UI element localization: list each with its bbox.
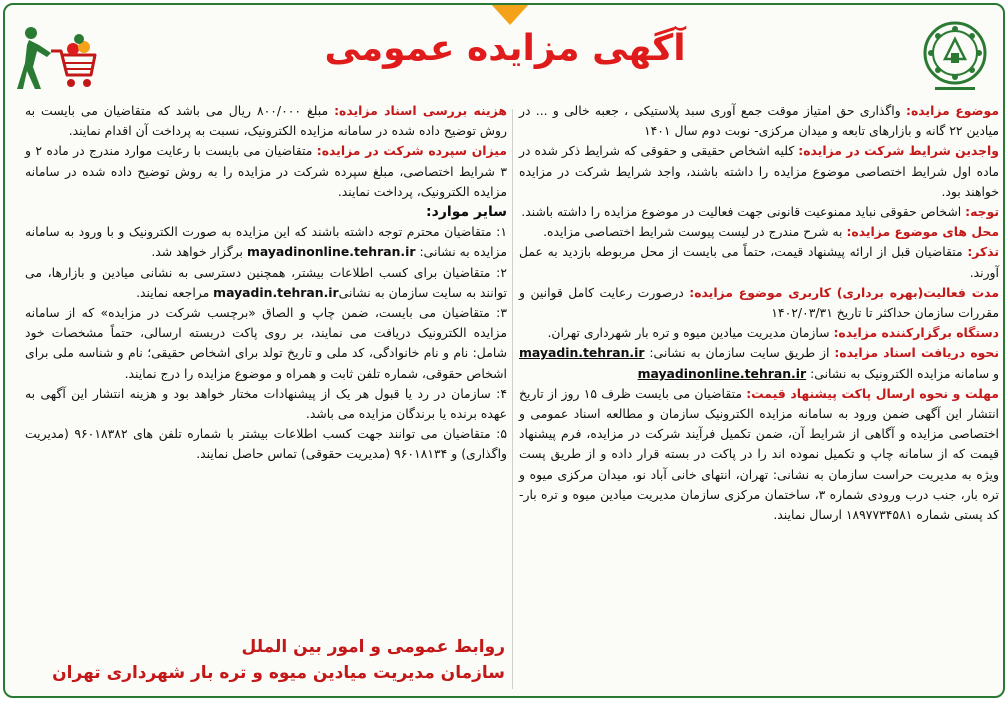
- eligibility-paragraph: واجدین شرایط شرکت در مزایده: کلیه اشخاص حقیقی و حقوقی که شرایط ذکر شده در ماده اول شرایط اختصاصی موضوع مزایده را داشته باشند، واجد شرایط شرکت در مزایده خواهند بود.: [519, 143, 1000, 199]
- list-item: ۵: متقاضیان می توانند جهت کسب اطلاعات بیشتر با شماره تلفن های ۹۶۰۱۸۳۸۲ (مدیریت واگذاری) و ۹۶۰۱۸۱۳۴ (مدیریت حقوقی) تماس حاصل نمایند.: [25, 426, 507, 462]
- subject-paragraph: موضوع مزایده: واگذاری حق امتیاز موقت جمع آوری سبد پلاستیکی ، جعبه خالی و ... در میادین ۲۲ گانه و بازارهای تابعه و میدان مرکزی- نوبت دوم سال ۱۴۰۱: [519, 103, 999, 139]
- footer-public-relations: روابط عمومی و امور بین الملل: [241, 637, 505, 657]
- person-pushing-fruit-cart-icon: [17, 23, 97, 93]
- reminder-paragraph: تذکر: متقاضیان قبل از ارائه پیشنهاد قیمت، حتماً می بایست از محل مربوطه بازدید به عمل آورند.: [519, 244, 999, 280]
- fee-paragraph: هزینه بررسی اسناد مزایده: مبلغ ۸۰۰/۰۰۰ ریال می باشد که متقاضیان می بایست به روش توضیح داده شده در سامانه مزایده الکترونیک، نسبت به پرداخت آن اقدام نمایند.: [25, 103, 507, 139]
- mayadinonline-link[interactable]: mayadinonline.tehran.ir: [246, 244, 416, 260]
- footer-organization: سازمان مدیریت میادین میوه و تره بار شهرداری تهران: [52, 663, 505, 683]
- documents-paragraph: نحوه دریافت اسناد مزایده: از طریق سایت سازمان به نشانی: mayadin.tehran.ir و سامانه مزایده الکترونیک به نشانی: mayadinonline.tehran.ir: [519, 345, 999, 381]
- note-paragraph: توجه: اشخاص حقوقی نباید ممنوعیت قانونی جهت فعالیت در موضوع مزایده را داشته باشند.: [521, 204, 999, 220]
- list-item: ۴: سازمان در رد یا قبول هر یک از پیشنهادات مختار خواهد بود و هزینه انتشار این آگهی به عهده برنده یا برندگان مزایده می باشد.: [25, 385, 507, 422]
- deadline-paragraph: مهلت و نحوه ارسال پاکت پیشنهاد قیمت: متقاضیان می بایست ظرف ۱۵ روز از تاریخ انتشار این آگهی ضمن ورود به سامانه مزایده الکترونیک سازمان و مطالعه اسناد عمومی و اختصاصی مزایده و آگاهی از شرایط آن، ضمن تکمیل فرآیند شرکت در مزایده، فرم پیشنهاد قیمت که از سامانه چاپ و تکمیل نموده اند را در پاکت در بسته قرار داده و از طریق پست ویژه به مدیریت حراست سازمان به نشانی: تهران، انتهای خانی آباد نو، میدان مرکزی میوه و تره بار، جنب درب ورودی شماره ۳، ساختمان مرکزی سازمان مدیریت میادین میوه و تره بار- کد پستی شماره ۱۸۹۷۷۳۴۵۸۱ ارسال نمایند.: [519, 385, 999, 523]
- top-ribbon-decoration: [490, 3, 530, 25]
- duration-paragraph: مدت فعالیت(بهره برداری) کاربری موضوع مزایده: درصورت رعایت کامل قوانین و مقررات سازمان حداکثر تا تاریخ ۱۴۰۲/۰۳/۳۱: [519, 284, 999, 321]
- left-column: [25, 101, 507, 465]
- right-column: [519, 101, 999, 525]
- list-item: ۲: متقاضیان برای کسب اطلاعات بیشتر، همچنین دسترسی به نشانی میادین و بازارها، می توانند به سایت سازمان به نشانیmayadin.tehran.ir مراجعه نمایند.: [25, 264, 507, 300]
- organizer-paragraph: دستگاه برگزارکننده مزایده: سازمان مدیریت میادین میوه و تره بار شهرداری تهران.: [547, 325, 999, 341]
- other-items-heading: سایر موارد:: [426, 204, 507, 221]
- municipality-emblem-icon: [921, 19, 989, 97]
- deposit-paragraph: میزان سپرده شرکت در مزایده: متقاضیان می بایست با رعایت موارد مندرج در ماده ۲ و ۳ شرایط اختصاصی، مبلغ سپرده شرکت در مزایده را به روش توضیح داده شده در سامانه مزایده الکترونیک، پرداخت نمایند.: [25, 143, 507, 199]
- column-divider: [512, 109, 513, 689]
- notice-page: [3, 3, 1005, 698]
- mayadinonline-site-link[interactable]: mayadinonline.tehran.ir: [637, 365, 807, 381]
- list-item: ۱: متقاضیان محترم توجه داشته باشند که این مزایده به صورت الکترونیک و با ورود به سامانه مزایده به نشانی: mayadinonline.tehran.ir برگزار خواهد شد.: [25, 224, 507, 260]
- list-item: ۳: متقاضیان می بایست، ضمن چاپ و الصاق «برچسب شرکت در مزایده» که از سامانه مزایده الکترونیک دریافت می نمایند، بر روی پاکت دربسته ارسالی، حتماً مشخصات خود شامل: نام و نام خانوادگی، کد ملی و تاریخ تولد برای اشخاص حقیقی؛ نام و شناسه ملی برای اشخاص حقوقی، شماره تلفن ثابت و همراه و موضوع مزایده را درج نمایند.: [25, 305, 507, 381]
- locations-paragraph: محل های موضوع مزایده: به شرح مندرج در لیست پیوست شرایط اختصاصی مزایده.: [543, 224, 999, 240]
- mayadin-site-link[interactable]: mayadin.tehran.ir: [519, 345, 645, 361]
- mayadin-link[interactable]: mayadin.tehran.ir: [213, 284, 339, 300]
- page-title: آگهی مزایده عمومی: [324, 28, 686, 69]
